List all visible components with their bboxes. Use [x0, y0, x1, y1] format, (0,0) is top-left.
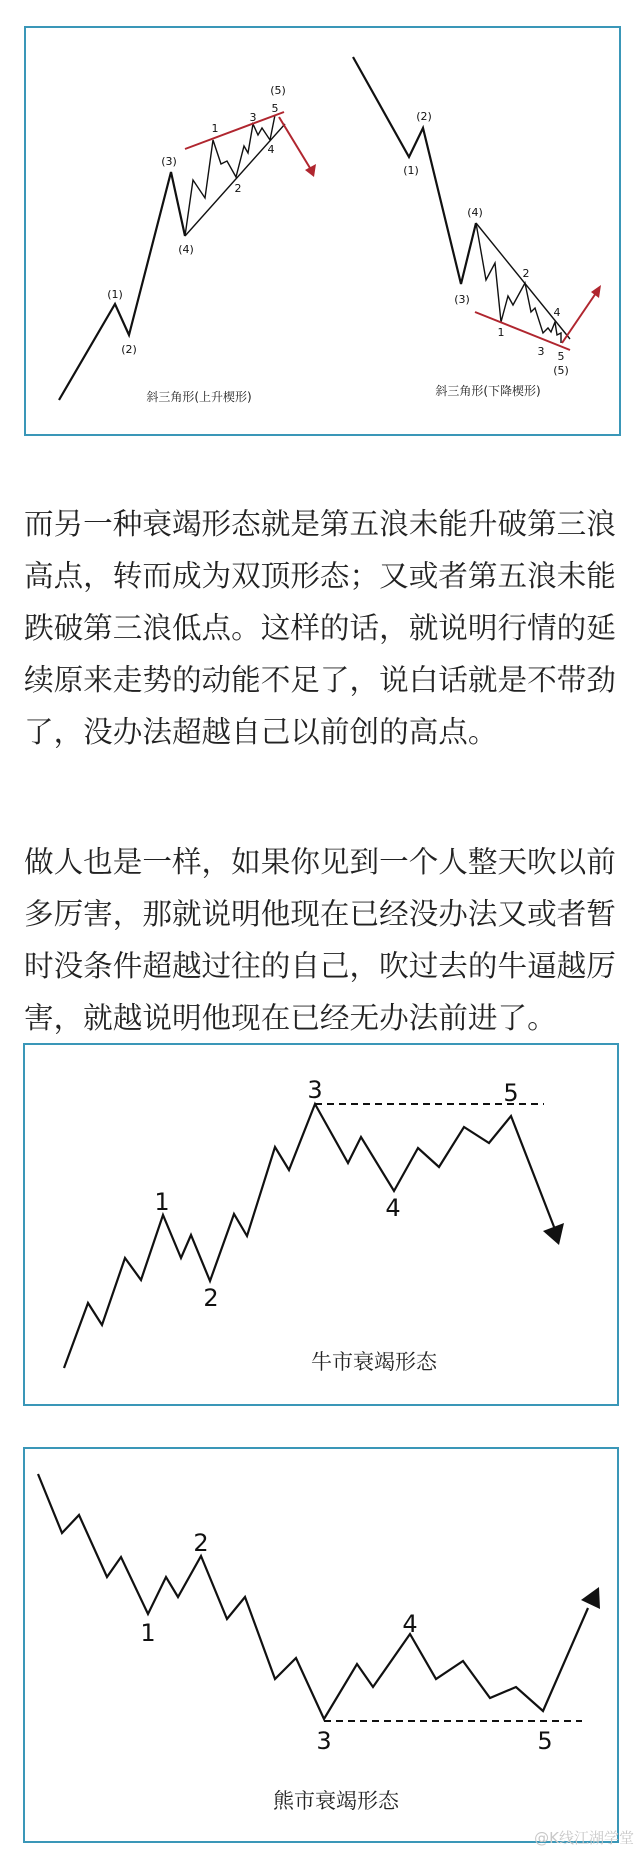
- label: (2): [416, 110, 432, 123]
- label: 1: [497, 326, 505, 339]
- label: 1: [211, 122, 219, 135]
- wave-label-4: 4: [385, 1194, 401, 1222]
- wave-label-1: 1: [140, 1619, 156, 1647]
- rising-wave-line: [59, 172, 185, 400]
- label: (1): [403, 164, 419, 177]
- figure-border: [24, 1448, 618, 1842]
- label: (3): [454, 293, 470, 306]
- figure-border: [25, 27, 620, 435]
- label: 2: [234, 182, 242, 195]
- paragraph: 做人也是一样，如果你见到一个人整天吹以前多厉害，那就说明他现在已经没办法又或者暂时没条件超越过往的自己，吹过去的牛逼越厉害，就越说明他现在已经无办法前进了。: [24, 845, 616, 1035]
- watermark: @K线江湖学堂: [534, 1829, 634, 1847]
- wave-label-3: 3: [316, 1727, 332, 1755]
- wedge-figure: [25, 27, 620, 435]
- up-arrow-icon: [581, 1587, 600, 1609]
- bull-caption: 牛市衰竭形态: [311, 1350, 437, 1374]
- down-arrow-icon: [305, 164, 316, 177]
- up-arrow-line: [562, 293, 596, 343]
- bull-exhaustion-figure: [24, 1044, 618, 1405]
- label: (5): [270, 84, 286, 97]
- bear-exhaustion-figure: [24, 1448, 618, 1842]
- falling-wedge-caption: 斜三角形(下降楔形): [435, 384, 541, 398]
- rising-wedge-diagram: [59, 84, 316, 404]
- bear-wave-line: [38, 1474, 588, 1719]
- wave-label-3: 3: [307, 1076, 323, 1104]
- label: 2: [522, 267, 530, 280]
- wave-label-4: 4: [402, 1610, 418, 1638]
- label: 5: [271, 102, 279, 115]
- label: (1): [107, 288, 123, 301]
- label: (3): [161, 155, 177, 168]
- wave-label-1: 1: [154, 1188, 170, 1216]
- rising-wedge-caption: 斜三角形(上升楔形): [146, 390, 252, 404]
- label: (5): [553, 364, 569, 377]
- label: 3: [537, 345, 545, 358]
- label: 3: [249, 111, 257, 124]
- wave-label-2: 2: [193, 1529, 209, 1557]
- bull-wave-line: [64, 1104, 556, 1368]
- wave-label-5: 5: [537, 1727, 553, 1755]
- wave-label-2: 2: [203, 1284, 219, 1312]
- wave-label-5: 5: [503, 1079, 519, 1107]
- bear-caption: 熊市衰竭形态: [273, 1789, 399, 1813]
- label: (4): [467, 206, 483, 219]
- falling-subwave-line: [476, 223, 561, 343]
- paragraph: 而另一种衰竭形态就是第五浪未能升破第三浪高点，转而成为双顶形态；又或者第五浪未能跌破第三浪低点。这样的话，就说明行情的延续原来走势的动能不足了，说白话就是不带劲了，没办法超越自己以前创的高点。: [24, 507, 616, 749]
- label: (4): [178, 243, 194, 256]
- falling-upper-trendline: [476, 223, 570, 339]
- label: 5: [557, 350, 565, 363]
- rising-lower-trendline: [185, 124, 285, 236]
- label: 4: [553, 306, 561, 319]
- label: 4: [267, 143, 275, 156]
- down-arrow-line: [279, 117, 310, 168]
- up-arrow-icon: [591, 285, 601, 298]
- label: (2): [121, 343, 137, 356]
- falling-wedge-diagram: [353, 57, 601, 398]
